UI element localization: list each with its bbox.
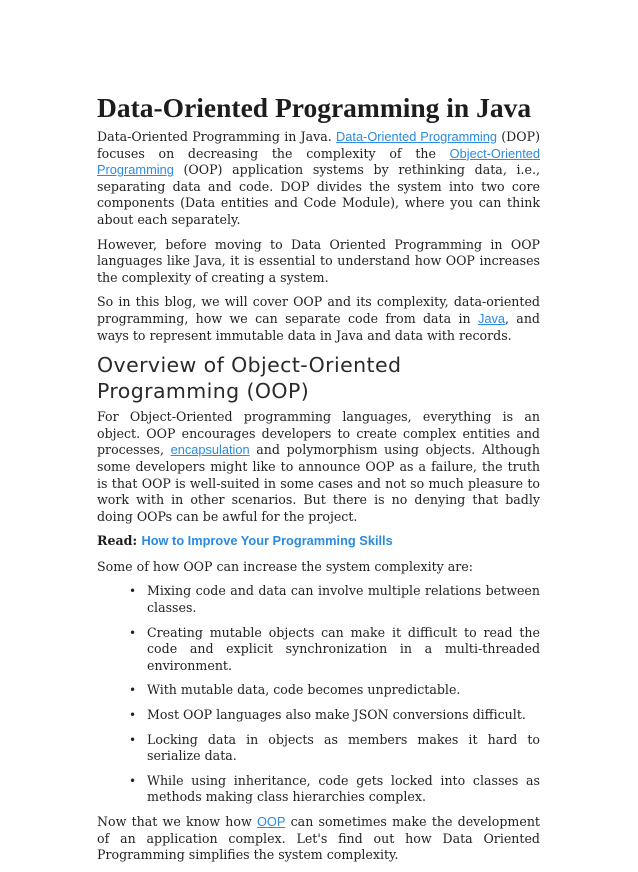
oop-text: and polymorphism using objects. Although some developers might like to announce OOP as a failure, the truth is that OOP is well-suited in some cases and not so much pleasure to work with in other scenarios. But there is no denying that badly doing OOPs can be awful for the project. (97, 442, 540, 524)
intro-paragraph-1 (97, 129, 540, 229)
read-label: Read: (97, 533, 142, 549)
intro-text: (DOP) focuses on decreasing the complexity of the (97, 129, 540, 161)
intro-text: , and ways to represent immutable data in Java and data with records. (97, 310, 540, 343)
intro-text: So in this blog, we will cover OOP and its complexity, data-oriented programming, how we can separate code from data in (97, 294, 540, 326)
closing-text: can sometimes make the development of an application complex. Let's find out how Data Oriented Programming simplifies the system complexity. (97, 814, 540, 863)
intro-text: Data-Oriented Programming in Java. (97, 129, 337, 144)
list-item-text: With mutable data, code becomes unpredictable. (147, 682, 461, 698)
list-item-text: Most OOP languages also make JSON conversions difficult. (147, 707, 526, 723)
list-item-text: While using inheritance, code gets locked into classes as methods making class hierarchies complex. (147, 772, 540, 805)
bullet-icon: • (129, 584, 137, 599)
bullet-icon: • (129, 683, 137, 698)
list-intro: Some of how OOP can increase the system complexity are: (97, 558, 474, 574)
list-item-text: Mixing code and data can involve multiple relations between classes. (147, 583, 540, 616)
list-item (129, 731, 540, 765)
read-more-callout (97, 533, 540, 550)
intro-text: (OOP) application systems by rethinking data, i.e., separating data and code. DOP divides the system into two core components (Data entities and Code Module), where you can think about each separately. (97, 162, 540, 227)
list-item (129, 682, 540, 699)
section-heading-oop-overview: Overview of Object-Oriented Programming (OOP) (97, 353, 402, 404)
page-title: Data-Oriented Programming in Java (97, 92, 532, 123)
improve-programming-skills-link[interactable]: How to Improve Your Programming Skills (141, 533, 393, 549)
complexity-list (97, 583, 540, 806)
list-item-text: Locking data in objects as members makes it hard to serialize data. (147, 731, 540, 764)
oop-link[interactable]: OOP (256, 814, 286, 829)
bullet-icon: • (129, 732, 137, 747)
closing-paragraph (97, 814, 540, 864)
list-item-text: Creating mutable objects can make it difficult to read the code and explicit synchronization in a multi-threaded environment. (147, 624, 540, 673)
oop-paragraph (97, 409, 540, 525)
oop-text: For Object-Oriented programming languages, everything is an object. OOP encourages developers to create complex entities and processes, (97, 409, 540, 458)
object-oriented-programming-link[interactable]: Object-Oriented Programming (97, 145, 540, 178)
list-item (129, 624, 540, 675)
encapsulation-link[interactable]: encapsulation (170, 442, 250, 458)
java-link[interactable]: Java (477, 310, 505, 326)
intro-paragraph-3 (97, 294, 540, 344)
intro-paragraph-2: However, before moving to Data Oriented Programming in OOP languages like Java, it is essential to understand how OOP increases the complexity of creating a system. (97, 236, 540, 285)
document-page (97, 92, 540, 872)
bullet-icon: • (129, 773, 137, 788)
closing-text: Now that we know how (97, 814, 257, 829)
data-oriented-programming-link[interactable]: Data-Oriented Programming (336, 129, 498, 144)
list-item (129, 772, 540, 806)
list-item (129, 583, 540, 616)
list-item (129, 707, 540, 724)
bullet-icon: • (129, 708, 137, 723)
bullet-icon: • (129, 625, 137, 640)
